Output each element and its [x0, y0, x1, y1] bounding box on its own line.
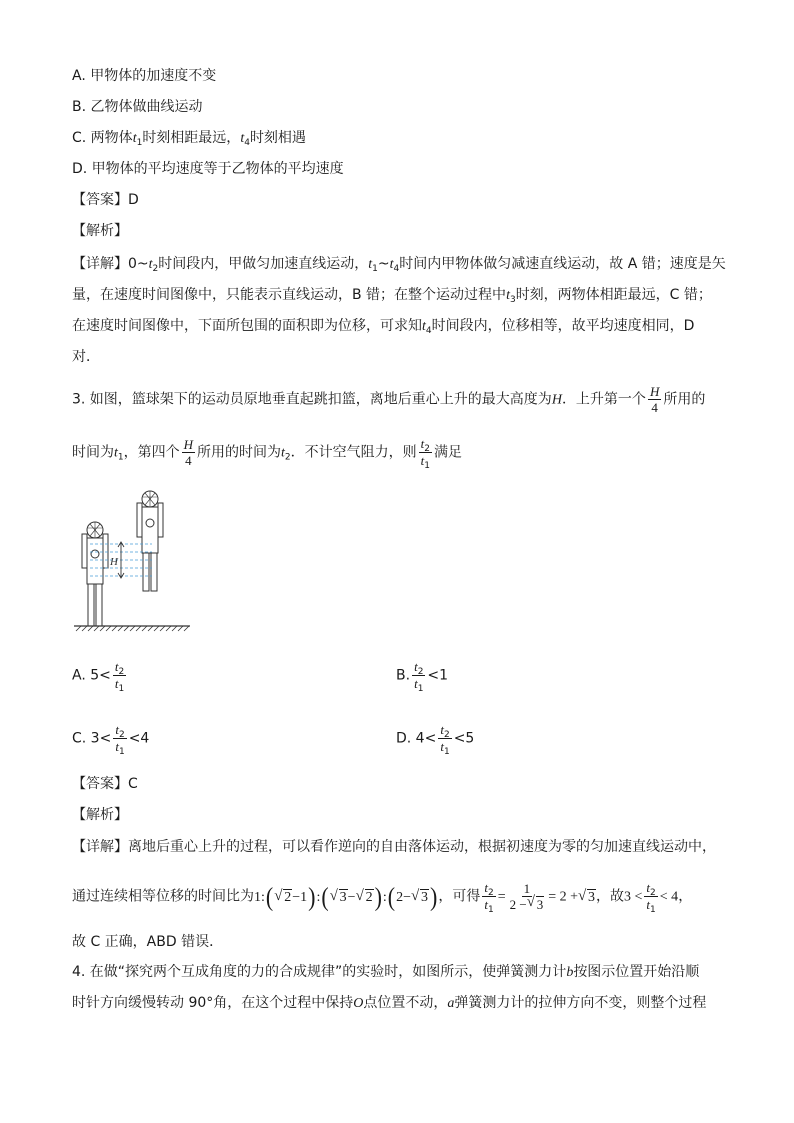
fraction-one-over-2-minus-root3: 1 2 − √ 3 — [509, 881, 544, 912]
figure-h-label: H — [110, 556, 118, 568]
q3-detail-line-2: 通过连续相等位移的时间比为1:( √ 2−1):( √ 3− √ 2):(2− √ 3)，可得 $\frac{t_2}{t_1}$ = 1 2 − √ 3 = 2 + √ 3，故3 < $\frac{t_2}{t_1}$ < 4， — [72, 880, 693, 915]
q3-option-d: D. 4< $\frac{t_2}{t_1}$ <5 — [396, 722, 475, 757]
fraction-t2-over-t1: $\frac{t_2}{t_1}$ — [646, 880, 656, 915]
q2-detail-line-4: 对． — [72, 349, 100, 365]
q3-stem-line-1: 3. 如图，篮球架下的运动员原地垂直起跳扣篮，离地后重心上升的最大高度为H．上升第一个 $\frac{H}{4}$ 所用的 — [72, 384, 706, 415]
q3-analysis-label: 【解析】 — [72, 807, 128, 823]
basketball-jump-figure — [72, 486, 192, 632]
q4-stem-line-1: 4. 在做“探究两个互成角度的力的合成规律”的实验时，如图所示，使弹簧测力计b按图示位置开始沿顺 — [72, 964, 700, 980]
q2-option-a: A. 甲物体的加速度不变 — [72, 68, 217, 84]
q2-detail-line-3: 在速度时间图像中，下面所包围的面积即为位移，可求知$t_4$时间段内，位移相等，故平均速度相同，D — [72, 318, 695, 336]
q4-stem-line-2: 时针方向缓慢转动 90°角，在这个过程中保持O点位置不动，a弹簧测力计的拉伸方向不变，则整个过程 — [72, 995, 707, 1011]
q3-answer: 【答案】C — [72, 776, 138, 792]
fraction-h-over-4: $\frac{H}{4}$ — [649, 384, 660, 415]
q2-detail-line-1: 【详解】$0\sim t_2$时间段内，甲做匀加速直线运动，$t_1\sim t_4$时间内甲物体做匀减速直线运动，故 A 错；速度是矢 — [72, 256, 726, 274]
q2-option-c: C. 两物体$t_1$时刻相距最远，$t_4$时刻相遇 — [72, 130, 306, 148]
q3-stem-line-2: 时间为$t_1$，第四个 $\frac{H}{4}$ 所用的时间为$t_2$．不计空气阻力，则 $\frac{t_2}{t_1}$ 满足 — [72, 436, 462, 471]
fraction-t2-over-t1: $\frac{t_2}{t_1}$ — [420, 436, 430, 471]
q2-option-d: D. 甲物体的平均速度等于乙物体的平均速度 — [72, 161, 344, 177]
fraction-t2-over-t1: $\frac{t_2}{t_1}$ — [484, 880, 494, 915]
q3-detail-line-1: 【详解】离地后重心上升的过程，可以看作逆向的自由落体运动，根据初速度为零的匀加速直线运动中， — [72, 839, 716, 855]
q2-option-b: B. 乙物体做曲线运动 — [72, 99, 203, 115]
q3-option-a: A. 5< $\frac{t_2}{t_1}$ — [72, 659, 125, 694]
fraction-h-over-4: $\frac{H}{4}$ — [183, 437, 194, 468]
q2-answer: 【答案】D — [72, 192, 139, 208]
q2-detail-line-2: 量，在速度时间图像中，只能表示直线运动，B 错；在整个运动过程中$t_3$时刻，两物体相距最远，C 错； — [72, 287, 712, 305]
q3-option-c: C. 3< $\frac{t_2}{t_1}$ <4 — [72, 722, 150, 757]
q2-analysis-label: 【解析】 — [72, 223, 128, 239]
q3-detail-line-3: 故 C 正确，ABD 错误． — [72, 934, 224, 950]
q3-option-b: B. $\frac{t_2}{t_1}$ <1 — [396, 659, 449, 694]
